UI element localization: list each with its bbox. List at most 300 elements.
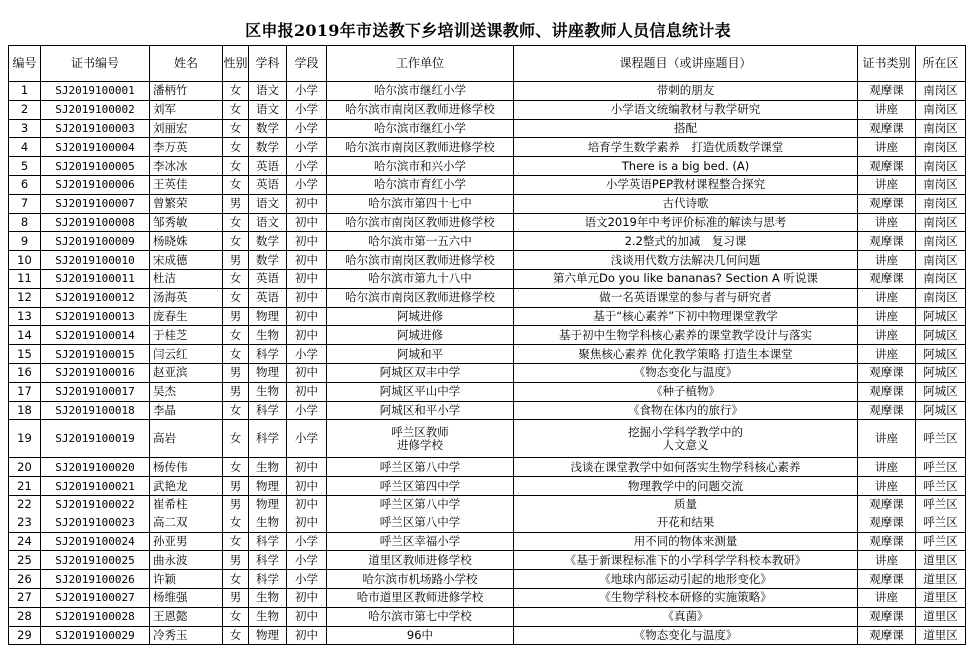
cell-name: 冷秀玉 — [150, 626, 223, 645]
cell-subject: 生物 — [249, 514, 287, 532]
table-row — [9, 326, 966, 345]
cell-district: 呼兰区 — [916, 477, 966, 496]
cell-row-number: 26 — [9, 570, 41, 589]
cell-certificate-type: 观摩课 — [858, 514, 916, 532]
cell-work-unit: 阿城区和平小学 — [327, 401, 514, 420]
cell-work-unit: 呼兰区教师 进修学校 — [327, 420, 514, 458]
header-certificate-number: 证书编号 — [41, 46, 150, 82]
cell-certificate-type: 讲座 — [858, 458, 916, 477]
cell-subject: 数学 — [249, 251, 287, 270]
cell-certificate-type: 观摩课 — [858, 532, 916, 551]
cell-gender: 男 — [223, 194, 249, 213]
cell-certificate-type: 观摩课 — [858, 626, 916, 645]
cell-name: 崔希柱 — [150, 495, 223, 513]
cell-certificate-number: SJ2019100025 — [41, 551, 150, 570]
cell-row-number: 22 — [9, 495, 41, 513]
table-header-row — [9, 46, 966, 82]
cell-certificate-type: 观摩课 — [858, 382, 916, 401]
header-row-number: 编号 — [9, 46, 41, 82]
cell-district: 南岗区 — [916, 138, 966, 157]
cell-district: 南岗区 — [916, 251, 966, 270]
cell-certificate-type: 讲座 — [858, 477, 916, 496]
cell-course-title: 挖掘小学科学教学中的 人文意义 — [514, 420, 858, 458]
cell-work-unit: 阿城进修 — [327, 326, 514, 345]
cell-gender: 男 — [223, 551, 249, 570]
cell-district: 道里区 — [916, 570, 966, 589]
table-row — [9, 157, 966, 176]
cell-work-unit: 呼兰区幸福小学 — [327, 532, 514, 551]
cell-district: 道里区 — [916, 588, 966, 607]
cell-name: 高二双 — [150, 514, 223, 532]
cell-certificate-number: SJ2019100011 — [41, 269, 150, 288]
cell-gender: 女 — [223, 269, 249, 288]
cell-subject: 数学 — [249, 119, 287, 138]
cell-district: 阿城区 — [916, 401, 966, 420]
cell-name: 闫云红 — [150, 345, 223, 364]
cell-row-number: 3 — [9, 119, 41, 138]
cell-subject: 数学 — [249, 232, 287, 251]
cell-certificate-number: SJ2019100018 — [41, 401, 150, 420]
cell-name: 杨维强 — [150, 588, 223, 607]
header-subject: 学科 — [249, 46, 287, 82]
cell-row-number: 15 — [9, 345, 41, 364]
cell-row-number: 4 — [9, 138, 41, 157]
cell-course-title: 《地球内部运动引起的地形变化》 — [514, 570, 858, 589]
cell-district: 南岗区 — [916, 288, 966, 307]
table-body — [9, 82, 966, 645]
cell-name: 李晶 — [150, 401, 223, 420]
cell-row-number: 29 — [9, 626, 41, 645]
table-row — [9, 175, 966, 194]
cell-subject: 生物 — [249, 588, 287, 607]
cell-course-title: 2.2整式的加减 复习课 — [514, 232, 858, 251]
cell-work-unit: 呼兰区第八中学 — [327, 458, 514, 477]
table-row — [9, 420, 966, 458]
cell-school-level: 初中 — [287, 326, 327, 345]
cell-certificate-number: SJ2019100010 — [41, 251, 150, 270]
cell-district: 呼兰区 — [916, 514, 966, 532]
cell-certificate-number: SJ2019100015 — [41, 345, 150, 364]
cell-course-title: 《物态变化与温度》 — [514, 363, 858, 382]
cell-gender: 女 — [223, 232, 249, 251]
cell-work-unit: 哈尔滨市育红小学 — [327, 175, 514, 194]
cell-subject: 物理 — [249, 626, 287, 645]
cell-course-title: 物理教学中的问题交流 — [514, 477, 858, 496]
cell-subject: 语文 — [249, 82, 287, 101]
cell-work-unit: 哈尔滨市南岗区教师进修学校 — [327, 213, 514, 232]
cell-name: 赵亚滨 — [150, 363, 223, 382]
cell-course-title: 用不同的物体来测量 — [514, 532, 858, 551]
cell-certificate-number: SJ2019100016 — [41, 363, 150, 382]
cell-course-title: 浅谈用代数方法解决几何问题 — [514, 251, 858, 270]
cell-work-unit: 哈尔滨市南岗区教师进修学校 — [327, 251, 514, 270]
cell-name: 王英佳 — [150, 175, 223, 194]
cell-gender: 女 — [223, 213, 249, 232]
cell-course-title: 第六单元Do you like bananas? Section A 听说课 — [514, 269, 858, 288]
cell-district: 呼兰区 — [916, 420, 966, 458]
cell-row-number: 27 — [9, 588, 41, 607]
cell-district: 阿城区 — [916, 363, 966, 382]
table-row — [9, 194, 966, 213]
table-row — [9, 570, 966, 589]
cell-school-level: 初中 — [287, 288, 327, 307]
cell-certificate-number: SJ2019100012 — [41, 288, 150, 307]
cell-row-number: 28 — [9, 607, 41, 626]
cell-certificate-type: 讲座 — [858, 551, 916, 570]
cell-gender: 女 — [223, 570, 249, 589]
cell-work-unit: 哈尔滨市继红小学 — [327, 119, 514, 138]
header-name: 姓名 — [150, 46, 223, 82]
cell-district: 道里区 — [916, 626, 966, 645]
cell-course-title: There is a big bed. (A) — [514, 157, 858, 176]
cell-name: 曾繁荣 — [150, 194, 223, 213]
header-district: 所在区 — [916, 46, 966, 82]
cell-gender: 女 — [223, 626, 249, 645]
cell-school-level: 小学 — [287, 345, 327, 364]
cell-school-level: 小学 — [287, 551, 327, 570]
cell-work-unit: 阿城和平 — [327, 345, 514, 364]
cell-subject: 科学 — [249, 532, 287, 551]
cell-certificate-type: 观摩课 — [858, 607, 916, 626]
cell-gender: 男 — [223, 495, 249, 513]
cell-work-unit: 哈尔滨市南岗区教师进修学校 — [327, 138, 514, 157]
cell-gender: 女 — [223, 175, 249, 194]
cell-gender: 女 — [223, 326, 249, 345]
cell-school-level: 初中 — [287, 213, 327, 232]
cell-district: 道里区 — [916, 551, 966, 570]
cell-school-level: 初中 — [287, 251, 327, 270]
cell-course-title: 小学英语PEP教材课程整合探究 — [514, 175, 858, 194]
cell-certificate-number: SJ2019100013 — [41, 307, 150, 326]
cell-name: 汤海英 — [150, 288, 223, 307]
cell-district: 呼兰区 — [916, 495, 966, 513]
cell-row-number: 14 — [9, 326, 41, 345]
cell-certificate-type: 观摩课 — [858, 194, 916, 213]
table-row — [9, 251, 966, 270]
cell-subject: 语文 — [249, 100, 287, 119]
cell-certificate-number: SJ2019100024 — [41, 532, 150, 551]
cell-course-title: 《食物在体内的旅行》 — [514, 401, 858, 420]
cell-district: 阿城区 — [916, 307, 966, 326]
cell-school-level: 初中 — [287, 307, 327, 326]
cell-subject: 科学 — [249, 401, 287, 420]
cell-certificate-number: SJ2019100020 — [41, 458, 150, 477]
table-row — [9, 100, 966, 119]
cell-certificate-type: 讲座 — [858, 307, 916, 326]
cell-certificate-number: SJ2019100005 — [41, 157, 150, 176]
cell-school-level: 小学 — [287, 82, 327, 101]
cell-subject: 英语 — [249, 175, 287, 194]
cell-district: 阿城区 — [916, 326, 966, 345]
cell-school-level: 小学 — [287, 175, 327, 194]
cell-gender: 女 — [223, 607, 249, 626]
cell-subject: 物理 — [249, 363, 287, 382]
table-row — [9, 607, 966, 626]
cell-district: 南岗区 — [916, 232, 966, 251]
cell-course-title: 基于“核心素养”下初中物理课堂教学 — [514, 307, 858, 326]
cell-school-level: 小学 — [287, 157, 327, 176]
cell-certificate-number: SJ2019100019 — [41, 420, 150, 458]
table-row — [9, 626, 966, 645]
cell-row-number: 25 — [9, 551, 41, 570]
header-work-unit: 工作单位 — [327, 46, 514, 82]
cell-gender: 女 — [223, 100, 249, 119]
cell-school-level: 初中 — [287, 495, 327, 513]
cell-certificate-number: SJ2019100014 — [41, 326, 150, 345]
cell-school-level: 初中 — [287, 269, 327, 288]
cell-gender: 女 — [223, 420, 249, 458]
cell-subject: 生物 — [249, 382, 287, 401]
table-row — [9, 363, 966, 382]
cell-row-number: 18 — [9, 401, 41, 420]
cell-certificate-type: 讲座 — [858, 588, 916, 607]
cell-certificate-type: 观摩课 — [858, 157, 916, 176]
cell-gender: 男 — [223, 477, 249, 496]
cell-name: 许颖 — [150, 570, 223, 589]
cell-row-number: 2 — [9, 100, 41, 119]
header-school-level: 学段 — [287, 46, 327, 82]
table-row — [9, 307, 966, 326]
cell-school-level: 初中 — [287, 382, 327, 401]
cell-certificate-type: 观摩课 — [858, 269, 916, 288]
cell-district: 南岗区 — [916, 157, 966, 176]
cell-certificate-number: SJ2019100009 — [41, 232, 150, 251]
cell-subject: 生物 — [249, 607, 287, 626]
cell-subject: 科学 — [249, 551, 287, 570]
cell-gender: 女 — [223, 288, 249, 307]
cell-gender: 女 — [223, 458, 249, 477]
header-course-title: 课程题目（或讲座题目） — [514, 46, 858, 82]
cell-work-unit: 呼兰区第四中学 — [327, 477, 514, 496]
cell-school-level: 小学 — [287, 570, 327, 589]
cell-subject: 物理 — [249, 477, 287, 496]
cell-work-unit: 阿城进修 — [327, 307, 514, 326]
cell-work-unit: 96中 — [327, 626, 514, 645]
cell-certificate-number: SJ2019100028 — [41, 607, 150, 626]
cell-course-title: 搭配 — [514, 119, 858, 138]
cell-school-level: 初中 — [287, 194, 327, 213]
cell-district: 南岗区 — [916, 82, 966, 101]
cell-name: 潘柄竹 — [150, 82, 223, 101]
cell-work-unit: 阿城区双丰中学 — [327, 363, 514, 382]
table-row — [9, 213, 966, 232]
cell-name: 高岩 — [150, 420, 223, 458]
table-row — [9, 588, 966, 607]
cell-subject: 英语 — [249, 157, 287, 176]
cell-subject: 物理 — [249, 307, 287, 326]
cell-work-unit: 哈尔滨市南岗区教师进修学校 — [327, 100, 514, 119]
table-row — [9, 514, 966, 532]
cell-row-number: 11 — [9, 269, 41, 288]
cell-name: 武艳龙 — [150, 477, 223, 496]
cell-school-level: 初中 — [287, 477, 327, 496]
cell-gender: 男 — [223, 251, 249, 270]
cell-subject: 生物 — [249, 458, 287, 477]
cell-school-level: 初中 — [287, 588, 327, 607]
cell-work-unit: 道里区教师进修学校 — [327, 551, 514, 570]
cell-certificate-number: SJ2019100006 — [41, 175, 150, 194]
cell-gender: 女 — [223, 119, 249, 138]
cell-subject: 科学 — [249, 420, 287, 458]
cell-district: 呼兰区 — [916, 458, 966, 477]
table-row — [9, 382, 966, 401]
page-title: 区申报2019年市送教下乡培训送课教师、讲座教师人员信息统计表 — [245, 21, 731, 40]
cell-name: 杜洁 — [150, 269, 223, 288]
cell-name: 曲永波 — [150, 551, 223, 570]
table-row — [9, 269, 966, 288]
cell-name: 刘军 — [150, 100, 223, 119]
table-row — [9, 532, 966, 551]
cell-school-level: 初中 — [287, 514, 327, 532]
table-row — [9, 345, 966, 364]
cell-certificate-type: 观摩课 — [858, 82, 916, 101]
table-row — [9, 495, 966, 513]
cell-certificate-type: 观摩课 — [858, 495, 916, 513]
cell-certificate-number: SJ2019100027 — [41, 588, 150, 607]
cell-row-number: 6 — [9, 175, 41, 194]
cell-course-title: 开花和结果 — [514, 514, 858, 532]
cell-work-unit: 哈市道里区教师进修学校 — [327, 588, 514, 607]
cell-row-number: 1 — [9, 82, 41, 101]
cell-name: 李万英 — [150, 138, 223, 157]
cell-name: 王恩懿 — [150, 607, 223, 626]
cell-certificate-type: 观摩课 — [858, 401, 916, 420]
cell-name: 李冰冰 — [150, 157, 223, 176]
cell-certificate-number: SJ2019100017 — [41, 382, 150, 401]
cell-certificate-number: SJ2019100003 — [41, 119, 150, 138]
header-gender: 性别 — [223, 46, 249, 82]
cell-certificate-number: SJ2019100002 — [41, 100, 150, 119]
cell-gender: 女 — [223, 345, 249, 364]
cell-subject: 科学 — [249, 570, 287, 589]
cell-course-title: 《基于新课程标准下的小学科学学科校本教研》 — [514, 551, 858, 570]
cell-row-number: 17 — [9, 382, 41, 401]
cell-district: 南岗区 — [916, 100, 966, 119]
cell-row-number: 13 — [9, 307, 41, 326]
cell-name: 杨传伟 — [150, 458, 223, 477]
cell-work-unit: 哈尔滨市继红小学 — [327, 82, 514, 101]
cell-school-level: 小学 — [287, 420, 327, 458]
cell-course-title: 基于初中生物学科核心素养的课堂教学设计与落实 — [514, 326, 858, 345]
cell-row-number: 21 — [9, 477, 41, 496]
cell-school-level: 初中 — [287, 607, 327, 626]
cell-certificate-type: 讲座 — [858, 100, 916, 119]
cell-course-title: 做一名英语课堂的参与者与研究者 — [514, 288, 858, 307]
cell-school-level: 小学 — [287, 100, 327, 119]
cell-course-title: 《生物学科校本研修的实施策略》 — [514, 588, 858, 607]
cell-work-unit: 哈尔滨市第四十七中 — [327, 194, 514, 213]
cell-subject: 生物 — [249, 326, 287, 345]
table-row — [9, 288, 966, 307]
cell-district: 呼兰区 — [916, 532, 966, 551]
cell-row-number: 20 — [9, 458, 41, 477]
cell-certificate-type: 观摩课 — [858, 119, 916, 138]
cell-course-title: 质量 — [514, 495, 858, 513]
cell-course-title: 聚焦核心素养 优化教学策略 打造生本课堂 — [514, 345, 858, 364]
cell-name: 孙亚男 — [150, 532, 223, 551]
cell-gender: 女 — [223, 532, 249, 551]
cell-school-level: 小学 — [287, 401, 327, 420]
cell-gender: 男 — [223, 382, 249, 401]
cell-certificate-type: 讲座 — [858, 213, 916, 232]
cell-district: 阿城区 — [916, 382, 966, 401]
cell-work-unit: 阿城区平山中学 — [327, 382, 514, 401]
cell-work-unit: 呼兰区第八中学 — [327, 514, 514, 532]
cell-gender: 女 — [223, 514, 249, 532]
cell-gender: 女 — [223, 401, 249, 420]
cell-row-number: 8 — [9, 213, 41, 232]
cell-school-level: 小学 — [287, 532, 327, 551]
cell-district: 南岗区 — [916, 194, 966, 213]
cell-work-unit: 哈尔滨市机场路小学校 — [327, 570, 514, 589]
teacher-info-table — [8, 45, 966, 645]
table-row — [9, 119, 966, 138]
cell-gender: 女 — [223, 157, 249, 176]
cell-certificate-type: 观摩课 — [858, 232, 916, 251]
cell-certificate-number: SJ2019100007 — [41, 194, 150, 213]
cell-row-number: 5 — [9, 157, 41, 176]
table-row — [9, 138, 966, 157]
cell-certificate-type: 讲座 — [858, 175, 916, 194]
cell-row-number: 9 — [9, 232, 41, 251]
header-certificate-type: 证书类别 — [858, 46, 916, 82]
cell-subject: 英语 — [249, 269, 287, 288]
table-row — [9, 232, 966, 251]
table-row — [9, 458, 966, 477]
cell-school-level: 小学 — [287, 119, 327, 138]
cell-certificate-number: SJ2019100023 — [41, 514, 150, 532]
cell-name: 庞春生 — [150, 307, 223, 326]
cell-district: 南岗区 — [916, 175, 966, 194]
table-row — [9, 477, 966, 496]
cell-course-title: 培育学生数学素养 打造优质数学课堂 — [514, 138, 858, 157]
cell-district: 南岗区 — [916, 269, 966, 288]
table-row — [9, 401, 966, 420]
cell-name: 杨晓姝 — [150, 232, 223, 251]
cell-certificate-number: SJ2019100008 — [41, 213, 150, 232]
cell-school-level: 初中 — [287, 232, 327, 251]
cell-subject: 科学 — [249, 345, 287, 364]
cell-certificate-type: 观摩课 — [858, 570, 916, 589]
cell-row-number: 16 — [9, 363, 41, 382]
cell-district: 南岗区 — [916, 213, 966, 232]
cell-name: 宋成德 — [150, 251, 223, 270]
cell-gender: 女 — [223, 138, 249, 157]
cell-subject: 物理 — [249, 495, 287, 513]
cell-row-number: 24 — [9, 532, 41, 551]
cell-certificate-type: 讲座 — [858, 288, 916, 307]
cell-certificate-number: SJ2019100021 — [41, 477, 150, 496]
cell-certificate-type: 讲座 — [858, 138, 916, 157]
cell-row-number: 23 — [9, 514, 41, 532]
cell-course-title: 《真菌》 — [514, 607, 858, 626]
cell-row-number: 10 — [9, 251, 41, 270]
cell-course-title: 《种子植物》 — [514, 382, 858, 401]
cell-certificate-type: 讲座 — [858, 251, 916, 270]
cell-subject: 英语 — [249, 288, 287, 307]
table-row — [9, 551, 966, 570]
cell-subject: 语文 — [249, 194, 287, 213]
cell-gender: 女 — [223, 82, 249, 101]
cell-work-unit: 哈尔滨市第一五六中 — [327, 232, 514, 251]
cell-certificate-type: 讲座 — [858, 326, 916, 345]
cell-district: 阿城区 — [916, 345, 966, 364]
cell-school-level: 小学 — [287, 138, 327, 157]
cell-subject: 语文 — [249, 213, 287, 232]
cell-work-unit: 哈尔滨市南岗区教师进修学校 — [327, 288, 514, 307]
cell-certificate-type: 讲座 — [858, 420, 916, 458]
cell-certificate-number: SJ2019100026 — [41, 570, 150, 589]
